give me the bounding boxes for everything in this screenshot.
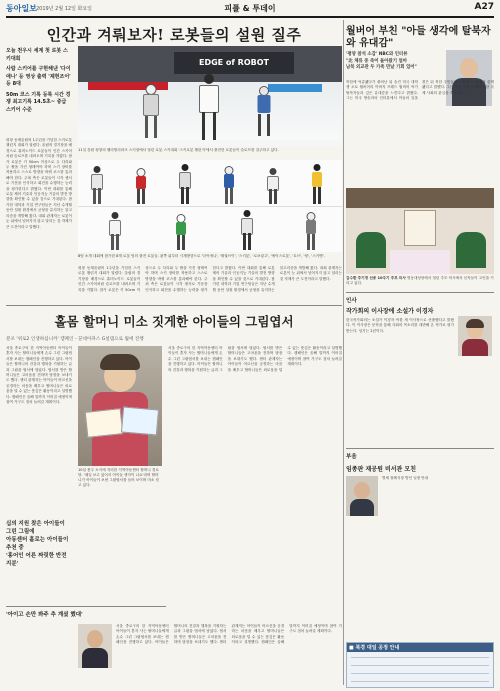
robot-lineup-photos [78, 160, 342, 252]
event-banner: EDGE of ROBOT [174, 52, 294, 74]
column-divider [343, 20, 344, 685]
people-column-subtitle: 작가회의 이사장에 소설가 이경자 [346, 308, 434, 315]
right-column [346, 20, 494, 688]
obituary-title: 부음 [346, 454, 357, 460]
main-photo-caption: 11일 강원 평창의 웰리힐리파크 스키장에서 열린 로봇 스키대회 '스키로봇 챌린지'에서 출전한 로봇들이 슬로프를 질주하고 있다. [78, 148, 279, 152]
people-column-title: 인사 [346, 298, 357, 304]
robot-story-body: 평창 동계올림픽 1주년을 기념한 스키로봇 챌린지 대회가 열렸다. 올림픽 경기장을 배경으로 휴머노이드 로봇들이 인간 스키어처럼 슬로프를 내려오며 기록을 겨뤘다. 참가 로봇은 키 50cm 이상으로 두 다리와 두 팔을 가진 형태여야 하며 스키 장비를 착용하고 스스로 방향을 바꿔 코스를 통과해야 한다. 주최 측은 로봇들이 시각 센서로 기문을 인식하고 회전을 수행하는 능력을 평가한다고 밝혔다. 이번 대회를 통해 로봇 제어 기술과 인공지능 기술의 발전 방향을 확인할 수 있을 것으로 기대된다. 참가한 대학과 기업 연구팀들은 지난 수개월 동안 설원 환경에서 균형을 유지하는 알고리즘을 개발해 왔다. 대회 관계자는 로봇이 눈 위에서 넘어지지 않고 달리는 것 자체가 큰 도전이라고 말했다. [6, 138, 72, 229]
robot-figure [178, 164, 192, 204]
robot-figure [310, 164, 324, 204]
robot-figure [196, 74, 222, 140]
obituary-photo [346, 476, 378, 516]
newspaper-logo: 동아일보 [6, 4, 37, 13]
postcard-pull-quote: 십의 지원 찾은 아이들이 그린 그림에 아동센터 홀로는 아이들이 추천 중 '홍어인 어른 짜릿한 반전 지분' [6, 521, 69, 567]
lineup-caption: 8팀 소개 대회에 참가한 8개 로봇 팀의 출전 로봇들. 왼쪽 위부터 시계방향으로 '다이애나', '태권브이', '스키봇', '로보링고', '에이스로봇', '로브', '윙', '스키맨'. [78, 254, 325, 258]
robot-story-headline: 인간과 겨뤄보자! 로봇들의 설원 질주 [46, 26, 302, 44]
warmbier-subheads: '평양 참석 소감' NBC와 인터뷰 "北 체류 중 죽어 돌아왔기 얼마 남북 외교관 두 가족 만날 기회 있어" [346, 52, 417, 70]
postcard [121, 406, 159, 435]
blue-barrier [268, 84, 322, 92]
warmbier-body: 북한에 억류됐다가 풀려난 뒤 숨진 미국 대학생 오토 웜비어의 아버지 프레드 웜비어 씨가 탈북자들과 깊은 유대감을 느낀다고 밝혔다. 그는 미국 방송과의 인터뷰에서 아들의 일을 겪은 뒤 북한 주민들의 고통에 더 관심을 갖게 됐다고 말했다. 그는 북한 인권 문제에 대한 국제 사회의 관심을 촉구했다. [346, 80, 494, 101]
memorial-caption: 김수환 추기경 선종 10주기 추모 미사 명동대성당에서 열린 추모 미사에서 신자들이 고인을 기리고 있다. [346, 276, 494, 285]
robot-figure [90, 166, 104, 204]
robot-figure [108, 212, 122, 250]
section-divider [346, 448, 494, 449]
masthead [6, 2, 494, 18]
left-column [6, 20, 342, 688]
deck-line: 오늘 천우시 세계 첫 로봇 스키대회 [6, 48, 68, 62]
robot-row-bottom [78, 206, 342, 252]
robot-story-body-cont: 평창 동계올림픽 1주년을 기념한 스키로봇 챌린지 대회가 열렸다. 올림픽 경기장을 배경으로 휴머노이드 로봇들이 인간 스키어처럼 슬로프를 내려오며 기록을 겨뤘다. 참가 로봇은 키 50cm 이상으로 두 다리와 두 팔을 가진 형태여야 하며 스키 장비를 착용하고 스스로 방향을 바꿔 코스를 통과해야 한다. 주최 측은 로봇들이 시각 센서로 기문을 인식하고 회전을 수행하는 능력을 평가한다고 밝혔다. 이번 대회를 통해 로봇 제어 기술과 인공지능 기술의 발전 방향을 확인할 수 있을 것으로 기대된다. 참가한 대학과 기업 연구팀들은 지난 수개월 동안 설원 환경에서 균형을 유지하는 알고리즘을 개발해 왔다. 대회 관계자는 로봇이 눈 위에서 넘어지지 않고 달리는 것 자체가 큰 도전이라고 말했다. [78, 266, 342, 292]
sub-story-title: '아이고 손만 봐주 추 계셨 했대' [6, 612, 83, 618]
postcard-story-body-cont: 서울 종로구의 한 지역아동센터 아이들이 혼자 사는 할머니들에게 손수 그린 그림엽서를 보내는 캠페인을 진행하고 있다. 아이들은 할머니의 건강과 행복을 기원하는 글과 그림을 엽서에 담았다. 엽서를 받은 할머니들은 고마움을 전하며 답장을 보내기도 했다. 센터 관계자는 아이들이 어르신을 공경하는 마음을 배우고 할머니들은 외로움을 덜 수 있는 뜻깊은 활동이라고 설명했다. 캠페인은 올해 말까지 이어질 예정이며 참여 가구도 점차 늘려갈 계획이다. [168, 346, 342, 372]
hair [100, 354, 140, 370]
notice-box [346, 642, 494, 688]
postcard-story-body: 서울 종로구의 한 지역아동센터 아이들이 혼자 사는 할머니들에게 손수 그린 그림엽서를 보내는 캠페인을 진행하고 있다. 아이들은 할머니의 건강과 행복을 기원하는 글과 그림을 엽서에 담았다. 엽서를 받은 할머니들은 고마움을 전하며 답장을 보내기도 했다. 센터 관계자는 아이들이 어르신을 공경하는 마음을 배우고 할머니들은 외로움을 덜 수 있는 뜻깊은 활동이라고 설명했다. 캠페인은 올해 말까지 이어질 예정이며 참여 가구도 점차 늘려갈 계획이다. [6, 346, 72, 405]
postcard [85, 408, 124, 438]
notice-box-title: ■ 북경 대일 공정 안내 [347, 643, 493, 652]
flowers [390, 250, 450, 274]
postcard-story-body-tail: 서울 종로구의 한 지역아동센터 아이들이 혼자 사는 할머니들에게 손수 그린 그림엽서를 보내는 캠페인을 진행하고 있다. 아이들은 할머니의 건강과 행복을 기원하는 글과 그림을 엽서에 담았다. 엽서를 받은 할머니들은 고마움을 전하며 답장을 보내기도 했다. 센터 관계자는 아이들이 어르신을 공경하는 마음을 배우고 할머니들은 외로움을 덜 수 있는 뜻깊은 활동이라고 설명했다. 캠페인은 올해 말까지 이어질 예정이며 참여 가구도 점차 늘려갈 계획이다. [116, 624, 342, 645]
robot-figure [266, 168, 280, 204]
snow-ground [78, 140, 342, 146]
portrait-photo [78, 624, 112, 668]
grandmother-photo [78, 346, 162, 466]
robot-figure [140, 84, 162, 138]
robot-figure [254, 86, 274, 136]
people-column-body: 한국작가회의는 소설가 이경자 씨를 새 이사장으로 선출했다고 밝혔다. 이 이사장은 문학을 통해 사회의 목소리를 대변해 온 작가로 평가받는다. 임기는 2년이다. [346, 318, 454, 333]
issue-date: 2019년 2월 12일 화요일 [36, 6, 93, 12]
section-title: 피플 & 투데이 [224, 4, 276, 13]
warmbier-headline: 월버어 부친 "아들 생각에 탈북자와 유대감" [346, 26, 491, 49]
deck-line: 사람 스키어를 구현해낸 '다이애나' 등 영상 출력 '제현조어' 등 8대 [6, 66, 71, 87]
robot-figure [240, 210, 254, 250]
clergy-figure [456, 232, 486, 268]
robot-race-photo [78, 46, 342, 146]
robot-row-top [78, 160, 342, 207]
section-divider [6, 606, 166, 607]
robot-figure [134, 168, 148, 204]
postcard-story-subhead: 분포 '위로2 인생하십니까' 캠페인 - 꾼네아파스 G설템으로 월에 진행 [6, 337, 144, 342]
section-divider [6, 305, 342, 306]
deck-line: 50m 코스 기록 등록 시간 경쟁 최고기록 14.5초~ 중급 스키어 수준 [6, 91, 71, 113]
novelist-photo [458, 316, 492, 356]
robot-figure [222, 166, 236, 204]
memorial-mass-photo [346, 188, 494, 274]
clergy-figure [356, 232, 386, 268]
obituary-name: 임종판 재공원 비서관 모친 [346, 466, 417, 473]
robot-figure [304, 212, 318, 250]
robot-figure [174, 214, 188, 250]
obituary-body: 별세 장례식장 발인 일정 안내 [382, 476, 429, 480]
section-divider [346, 292, 494, 293]
postcard-story-headline: 홀몸 할머니 미소 짓게한 아이들의 그림엽서 [54, 314, 294, 329]
grandmother-caption: 10일 충주 소식에 자리한 지역아동센터 할머니 경로당. '매일 보고 있어서 아이들 생각이 나요'라며 할머니가 아이들이 보낸 그림엽서를 들어 보이며 미소 짓고 있다. [78, 468, 159, 487]
robot-story-deck [6, 48, 72, 117]
portrait-frame [404, 210, 436, 246]
page-number: A27 [474, 2, 494, 12]
